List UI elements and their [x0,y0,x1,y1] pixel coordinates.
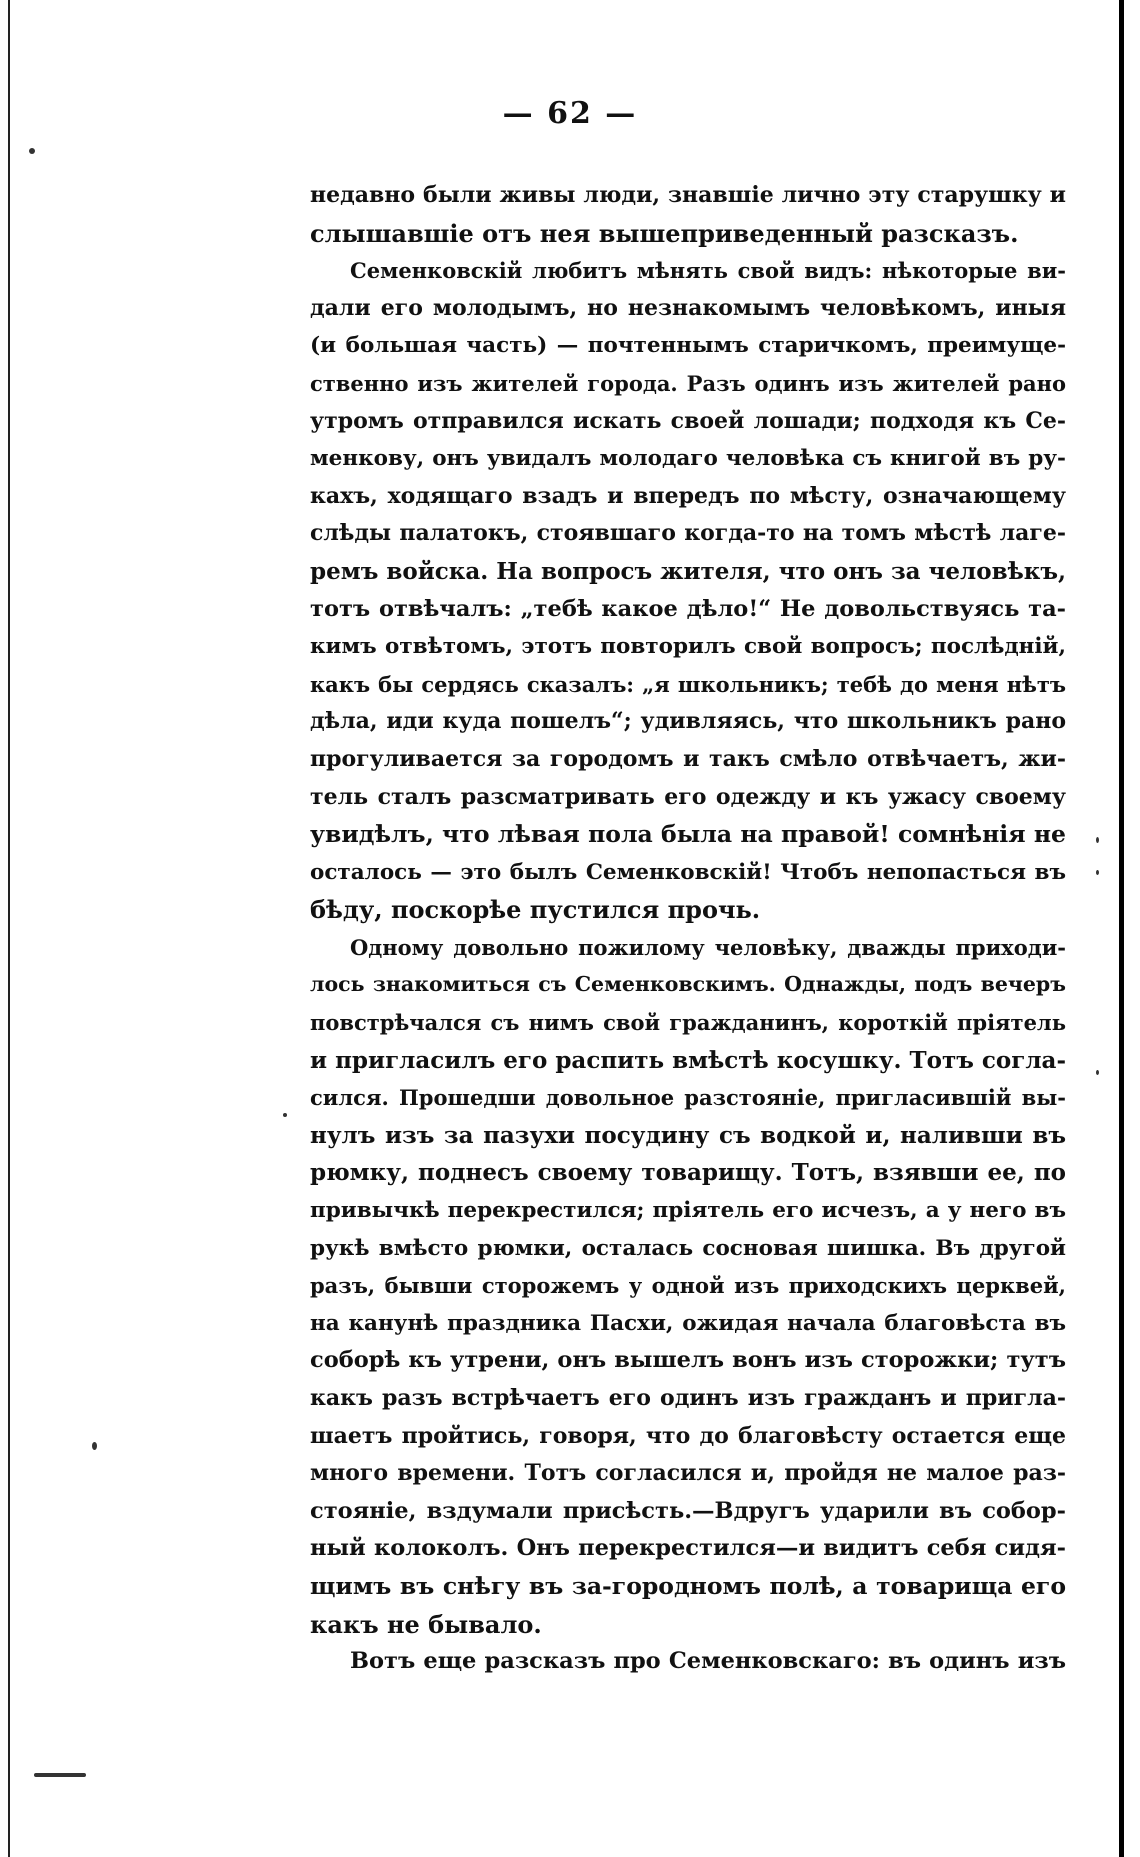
text-line: ный колоколъ. Онъ перекрестился—и видитъ себя сидя- [310,1535,1066,1562]
scan-speck [283,1113,287,1117]
text-line: осталось — это былъ Семенковскій! Чтобъ непопасться въ [310,859,1066,885]
text-line: тель сталъ разсматривать его одежду и къ ужасу своему [310,783,1066,810]
text-line: много времени. Тотъ согласился и, пройдя не малое раз- [310,1460,1066,1487]
body-text [310,177,1066,1681]
text-line: ремъ войска. На вопросъ жителя, что онъ за человѣкъ, [310,557,1066,585]
text-line: стояніе, вздумали присѣсть.—Вдругъ ударили въ собор- [310,1497,1066,1524]
page-left-edge [8,0,10,1857]
text-line: какъ бы сердясь сказалъ: „я школьникъ; тебѣ до меня нѣтъ [310,671,1066,697]
text-line: и пригласилъ его распить вмѣстѣ косушку. Тотъ согла- [310,1046,1066,1074]
text-line: (и большая часть) — почтеннымъ старичкомъ, преимуще- [310,333,1066,359]
text-line: тотъ отвѣчалъ: „тебѣ какое дѣло!“ Не довольствуясь та- [310,595,1066,622]
text-line: привычкѣ перекрестился; пріятель его исчезъ, а у него въ [310,1198,1066,1224]
text-line: щимъ въ снѣгу въ за-городномъ полѣ, а товарища его [310,1571,1066,1600]
text-line: слѣды палатокъ, стоявшаго когда-то на томъ мѣстѣ лаге- [310,520,1066,547]
text-line: дали его молодымъ, но незнакомымъ человѣкомъ, иныя [310,294,1066,321]
scan-speck [92,1442,97,1450]
text-line: повстрѣчался съ нимъ свой гражданинъ, короткій пріятель [310,1010,1066,1036]
text-line: рюмку, поднесъ своему товарищу. Тотъ, взявши ее, по [310,1159,1066,1187]
text-line: прогуливается за городомъ и такъ смѣло отвѣчаетъ, жи- [310,745,1066,772]
text-line: менкову, онъ увидалъ молодаго человѣка съ книгой въ ру- [310,446,1066,472]
scan-speck [29,148,35,154]
text-line: кимъ отвѣтомъ, этотъ повторилъ свой вопросъ; послѣдній, [310,634,1066,660]
page-number: — 62 — [502,96,638,131]
text-line: ственно изъ жителей города. Разъ одинъ изъ жителей рано [310,370,1066,396]
text-line: слышавшіе отъ нея вышеприведенный разсказъ. [310,218,1019,248]
text-line: кахъ, ходящаго взадъ и впередъ по мѣсту, означающему [310,482,1066,509]
text-line: разъ, бывши сторожемъ у одной изъ приходскихъ церквей, [310,1273,1066,1299]
text-line: увидѣлъ, что лѣвая пола была на правой! сомнѣнія не [310,820,1066,849]
scan-speck [1096,870,1099,875]
text-line: какъ разъ встрѣчаетъ его одинъ изъ гражданъ и пригла- [310,1385,1066,1411]
text-line: бѣду, поскорѣе пустился прочь. [310,895,761,925]
text-line: лось знакомиться съ Семенковскимъ. Однажды, подъ вечеръ [310,972,1066,997]
text-line: недавно были живы люди, знавшіе лично эту старушку и [310,182,1066,208]
text-line: рукѣ вмѣсто рюмки, осталась сосновая шишка. Въ другой [310,1235,1066,1261]
text-line: утромъ отправился искать своей лошади; подходя къ Се- [310,407,1066,434]
text-line: на канунѣ праздника Пасхи, ожидая начала благовѣста въ [310,1310,1066,1336]
text-line: какъ не бывало. [310,1609,542,1639]
text-line: дѣла, иди куда пошелъ“; удивляясь, что школьникъ рано [310,708,1066,735]
scan-mark [34,1773,86,1777]
page-right-edge [1119,0,1124,1857]
text-line: Семенковскій любитъ мѣнять свой видъ: нѣкоторые ви- [350,258,1066,284]
text-line: сился. Прошедши довольное разстояніе, пригласившій вы- [310,1085,1066,1111]
text-line: Одному довольно пожилому человѣку, дважды приходи- [350,934,1066,960]
scan-speck [1096,837,1099,843]
text-line: нулъ изъ за пазухи посудину съ водкой и, наливши въ [310,1121,1066,1149]
text-line: соборѣ къ утрени, онъ вышелъ вонъ изъ сторожки; тутъ [310,1347,1066,1374]
text-line: Вотъ еще разсказъ про Семенковскаго: въ одинъ изъ [350,1648,1066,1675]
text-line: шаетъ пройтись, говоря, что до благовѣсту остается еще [310,1422,1066,1449]
scan-speck [1096,1070,1099,1075]
